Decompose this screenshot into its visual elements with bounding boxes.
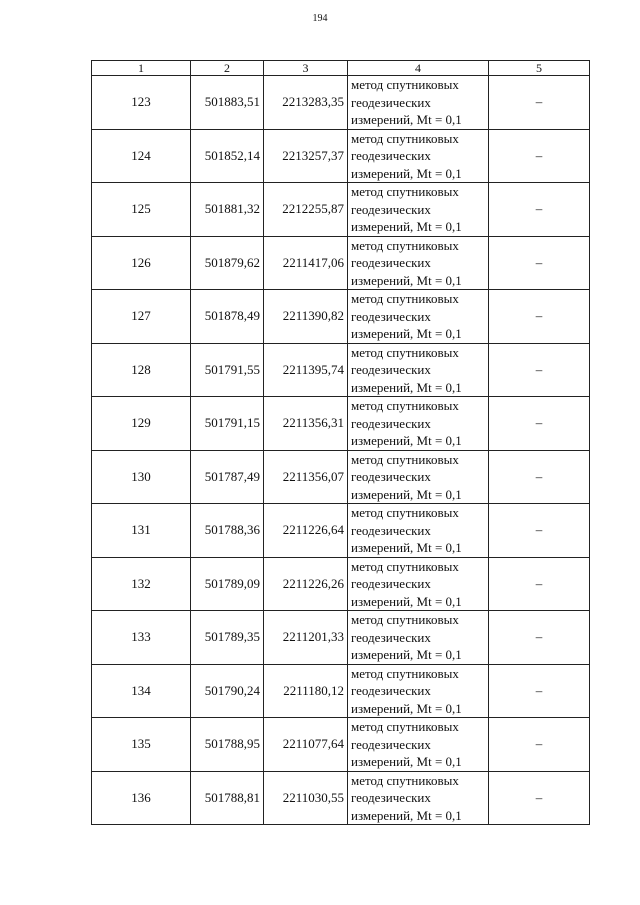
method-cell	[348, 290, 489, 344]
x-coordinate-cell: 501883,51	[191, 76, 264, 130]
table-row	[92, 771, 590, 825]
point-number-cell: 131	[92, 504, 191, 558]
method-line: измерений, Mt = 0,1	[351, 807, 462, 823]
method-cell	[348, 664, 489, 718]
table-row	[92, 343, 590, 397]
x-coordinate-cell: 501789,35	[191, 611, 264, 665]
note-cell: –	[489, 611, 590, 665]
method-line: метод спутниковых	[351, 612, 459, 627]
point-number-cell: 124	[92, 129, 191, 183]
y-coordinate-cell: 2211356,07	[264, 450, 348, 504]
note-cell: –	[489, 236, 590, 290]
note-cell: –	[489, 343, 590, 397]
y-coordinate-cell: 2212255,87	[264, 183, 348, 237]
table-row	[92, 504, 590, 558]
method-line: геодезических	[351, 790, 431, 805]
page-number: 194	[312, 13, 328, 24]
table-row	[92, 236, 590, 290]
note-cell: –	[489, 290, 590, 344]
method-cell	[348, 504, 489, 558]
point-number-cell: 129	[92, 397, 191, 451]
method-line: геодезических	[351, 255, 431, 270]
method-line: измерений, Mt = 0,1	[351, 647, 462, 662]
method-line: метод спутниковых	[351, 772, 459, 788]
method-line: метод спутниковых	[351, 558, 459, 574]
method-cell	[348, 183, 489, 237]
y-coordinate-cell: 2211077,64	[264, 718, 348, 772]
y-coordinate-cell: 2211226,26	[264, 557, 348, 611]
method-line: геодезических	[351, 736, 431, 752]
point-number-cell: 127	[92, 290, 191, 344]
table-row	[92, 664, 590, 718]
column-header-2: 2	[191, 61, 264, 76]
method-cell	[348, 557, 489, 611]
table-row	[92, 129, 590, 183]
method-line: измерений, Mt = 0,1	[351, 165, 462, 181]
method-line: измерений, Mt = 0,1	[351, 219, 462, 234]
y-coordinate-cell: 2211356,31	[264, 397, 348, 451]
table-row	[92, 718, 590, 772]
method-line: геодезических	[351, 576, 431, 591]
method-cell	[348, 76, 489, 130]
method-line: измерений, Mt = 0,1	[351, 112, 462, 127]
method-line: геодезических	[351, 148, 431, 163]
method-line: геодезических	[351, 683, 431, 698]
method-line: измерений, Mt = 0,1	[351, 326, 462, 341]
table-row	[92, 611, 590, 665]
method-line: геодезических	[351, 415, 431, 431]
method-line: метод спутниковых	[351, 237, 459, 253]
method-line: метод спутниковых	[351, 77, 459, 92]
column-header-5: 5	[489, 61, 590, 76]
method-line: измерений, Mt = 0,1	[351, 379, 462, 395]
method-line: метод спутниковых	[351, 344, 459, 360]
point-number-cell: 128	[92, 343, 191, 397]
method-cell	[348, 397, 489, 451]
note-cell: –	[489, 504, 590, 558]
table-row	[92, 557, 590, 611]
method-line: метод спутниковых	[351, 505, 459, 520]
method-line: метод спутниковых	[351, 184, 459, 199]
x-coordinate-cell: 501789,09	[191, 557, 264, 611]
note-cell: –	[489, 76, 590, 130]
method-line: геодезических	[351, 94, 431, 110]
method-line: геодезических	[351, 469, 431, 484]
point-number-cell: 123	[92, 76, 191, 130]
method-line: измерений, Mt = 0,1	[351, 593, 462, 609]
method-line: метод спутниковых	[351, 398, 459, 413]
method-line: геодезических	[351, 308, 431, 324]
x-coordinate-cell: 501878,49	[191, 290, 264, 344]
method-line: измерений, Mt = 0,1	[351, 754, 462, 769]
method-cell	[348, 236, 489, 290]
point-number-cell: 132	[92, 557, 191, 611]
y-coordinate-cell: 2211417,06	[264, 236, 348, 290]
table-row	[92, 183, 590, 237]
point-number-cell: 130	[92, 450, 191, 504]
table-body	[92, 76, 590, 825]
y-coordinate-cell: 2211226,64	[264, 504, 348, 558]
point-number-cell: 133	[92, 611, 191, 665]
table-row	[92, 450, 590, 504]
method-cell	[348, 343, 489, 397]
method-line: измерений, Mt = 0,1	[351, 540, 462, 555]
y-coordinate-cell: 2211201,33	[264, 611, 348, 665]
note-cell: –	[489, 771, 590, 825]
note-cell: –	[489, 450, 590, 504]
method-cell	[348, 450, 489, 504]
method-cell	[348, 611, 489, 665]
x-coordinate-cell: 501791,55	[191, 343, 264, 397]
method-line: метод спутниковых	[351, 130, 459, 146]
note-cell: –	[489, 718, 590, 772]
method-line: геодезических	[351, 629, 431, 645]
method-line: метод спутниковых	[351, 451, 459, 467]
method-line: геодезических	[351, 201, 431, 217]
point-number-cell: 136	[92, 771, 191, 825]
column-header-3: 3	[264, 61, 348, 76]
x-coordinate-cell: 501788,36	[191, 504, 264, 558]
method-cell	[348, 718, 489, 772]
x-coordinate-cell: 501788,81	[191, 771, 264, 825]
x-coordinate-cell: 501879,62	[191, 236, 264, 290]
note-cell: –	[489, 664, 590, 718]
x-coordinate-cell: 501791,15	[191, 397, 264, 451]
method-line: метод спутниковых	[351, 719, 459, 734]
method-line: метод спутниковых	[351, 291, 459, 306]
x-coordinate-cell: 501881,32	[191, 183, 264, 237]
method-line: геодезических	[351, 362, 431, 377]
x-coordinate-cell: 501787,49	[191, 450, 264, 504]
point-number-cell: 126	[92, 236, 191, 290]
method-cell	[348, 771, 489, 825]
point-number-cell: 134	[92, 664, 191, 718]
y-coordinate-cell: 2211030,55	[264, 771, 348, 825]
method-line: измерений, Mt = 0,1	[351, 700, 462, 716]
method-line: геодезических	[351, 522, 431, 538]
table-row	[92, 76, 590, 130]
x-coordinate-cell: 501852,14	[191, 129, 264, 183]
y-coordinate-cell: 2211180,12	[264, 664, 348, 718]
column-header-4: 4	[348, 61, 489, 76]
note-cell: –	[489, 183, 590, 237]
x-coordinate-cell: 501788,95	[191, 718, 264, 772]
y-coordinate-cell: 2213283,35	[264, 76, 348, 130]
method-cell	[348, 129, 489, 183]
x-coordinate-cell: 501790,24	[191, 664, 264, 718]
note-cell: –	[489, 397, 590, 451]
point-number-cell: 125	[92, 183, 191, 237]
column-header-1: 1	[92, 61, 191, 76]
note-cell: –	[489, 129, 590, 183]
note-cell: –	[489, 557, 590, 611]
method-line: измерений, Mt = 0,1	[351, 433, 462, 448]
y-coordinate-cell: 2211395,74	[264, 343, 348, 397]
method-line: измерений, Mt = 0,1	[351, 272, 462, 288]
coordinates-table	[91, 60, 590, 825]
y-coordinate-cell: 2211390,82	[264, 290, 348, 344]
point-number-cell: 135	[92, 718, 191, 772]
method-line: измерений, Mt = 0,1	[351, 486, 462, 502]
table-row	[92, 290, 590, 344]
y-coordinate-cell: 2213257,37	[264, 129, 348, 183]
table-header-row	[92, 61, 590, 76]
table-row	[92, 397, 590, 451]
method-line: метод спутниковых	[351, 665, 459, 681]
